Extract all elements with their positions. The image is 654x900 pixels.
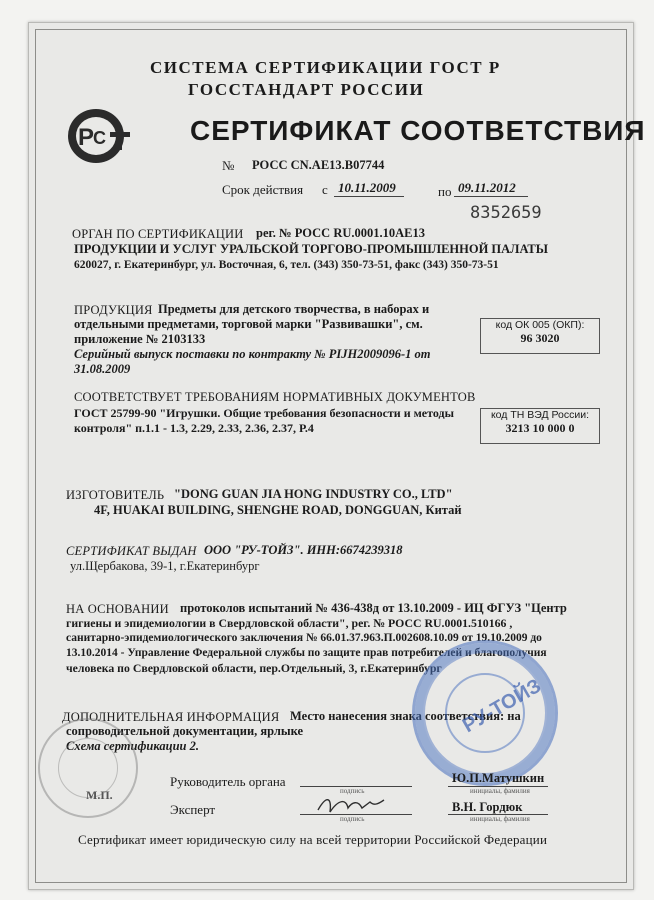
tnved-code-label: код ТН ВЭД России:	[490, 409, 590, 421]
additional-line-2: сопроводительной документации, ярлыке	[66, 724, 304, 738]
tnved-code-box	[480, 408, 600, 444]
conformity-line-1: ГОСТ 25799-90 "Игрушки. Общие требования безопасности и методы	[74, 406, 454, 420]
cert-number: РОСС CN.AE13.B07744	[252, 158, 385, 172]
issued-label: СЕРТИФИКАТ ВЫДАН	[66, 544, 197, 558]
svg-text:P: P	[78, 124, 95, 151]
additional-line-1: Место нанесения знака соответствия: на	[290, 709, 521, 723]
okp-code-value: 96 3020	[520, 331, 560, 345]
head-sign-caption: подпись	[340, 787, 365, 795]
conformity-label: СООТВЕТСТВУЕТ ТРЕБОВАНИЯМ НОРМАТИВНЫХ ДОКУМЕНТОВ	[74, 390, 476, 404]
cert-number-label: №	[222, 158, 235, 173]
product-label: ПРОДУКЦИЯ	[74, 303, 153, 317]
organ-stamp-text: РУ-ТОЙЗ	[459, 674, 545, 738]
head-label: Руководитель органа	[170, 774, 286, 789]
organ-name: ПРОДУКЦИИ И УСЛУГ УРАЛЬСКОЙ ТОРГОВО-ПРОМЫШЛЕННОЙ ПАЛАТЫ	[74, 242, 549, 256]
product-line-3: приложение № 2103133	[74, 332, 206, 346]
basis-line-4: 13.10.2014 - Управление Федеральной службы по защите прав потребителей и благополучия	[66, 647, 547, 659]
product-line-2: отдельными предметами, торговой марки "Развивашки", см.	[74, 317, 423, 331]
head-name: Ю.П.Матушкин	[452, 771, 545, 785]
rst-logo-icon	[66, 106, 132, 166]
product-line-5: 31.08.2009	[74, 362, 131, 376]
issued-address: ул.Щербакова, 39-1, г.Екатеринбург	[70, 559, 260, 573]
basis-line-5: человека по Свердловской области, пер.Отдельный, 3, г.Екатеринбург	[66, 661, 442, 675]
organ-stamp	[412, 640, 558, 786]
head-initials-caption: инициалы, фамилия	[470, 787, 530, 795]
basis-label: НА ОСНОВАНИИ	[66, 602, 169, 616]
basis-line-3: санитарно-эпидемиологического заключения № 66.01.37.963.П.002608.10.09 от 19.10.2009 до	[66, 632, 542, 644]
expert-label: Эксперт	[170, 802, 216, 817]
product-line-1: Предметы для детского творчества, в наборах и	[158, 302, 430, 316]
from-label: с	[322, 182, 328, 197]
serial-number: 8352659	[470, 203, 542, 223]
manufacturer-name: "DONG GUAN JIA HONG INDUSTRY CO., LTD"	[174, 487, 453, 501]
organ-address: 620027, г. Екатеринбург, ул. Восточная, 6, тел. (343) 350-73-51, факс (343) 350-73-51	[74, 259, 499, 271]
organ-reg: рег. № РОСС RU.0001.10AE13	[256, 226, 425, 240]
tnved-code-value: 3213 10 000 0	[505, 421, 575, 435]
expert-sign-caption: подпись	[340, 815, 365, 823]
expert-initials-caption: инициалы, фамилия	[470, 815, 530, 823]
organ-label: ОРГАН ПО СЕРТИФИКАЦИИ	[72, 227, 244, 241]
issued-name: ООО "РУ-ТОЙЗ". ИНН:6674239318	[204, 543, 403, 557]
additional-line-3: Схема сертификации 2.	[66, 739, 199, 753]
certificate-title: СЕРТИФИКАТ СООТВЕТСТВИЯ	[190, 115, 646, 146]
additional-label: ДОПОЛНИТЕЛЬНАЯ ИНФОРМАЦИЯ	[62, 710, 280, 724]
validity-label: Срок действия	[222, 182, 304, 197]
manufacturer-address: 4F, HUAKAI BUILDING, SHENGHE ROAD, DONGGUAN, Китай	[94, 503, 462, 517]
to-date: 09.11.2012	[458, 180, 516, 195]
manufacturer-label: ИЗГОТОВИТЕЛЬ	[66, 488, 165, 502]
okp-code-box	[480, 318, 600, 354]
mp-label: М.П.	[86, 788, 113, 802]
header-line-1: СИСТЕМА СЕРТИФИКАЦИИ ГОСТ Р	[150, 58, 501, 77]
header-line-2: ГОССТАНДАРТ РОССИИ	[188, 80, 425, 99]
expert-name: В.Н. Гордюк	[452, 800, 523, 814]
footer-text: Сертификат имеет юридическую силу на всей территории Российской Федерации	[78, 832, 548, 847]
conformity-line-2: контроля" п.1.1 - 1.3, 2.29, 2.33, 2.36, 2.37, Р.4	[74, 421, 314, 435]
product-line-4: Серийный выпуск поставки по контракту № PIJH2009096-1 от	[74, 347, 431, 361]
okp-code-label: код ОК 005 (ОКП):	[495, 319, 585, 331]
svg-text:C: C	[93, 128, 106, 148]
to-label: по	[438, 184, 452, 199]
basis-line-1: протоколов испытаний № 436-438д от 13.10.2009 - ИЦ ФГУЗ "Центр	[180, 601, 567, 615]
from-date: 10.11.2009	[338, 180, 396, 195]
basis-line-2: гигиены и эпидемиологии в Свердловской области", рег. № РОСС RU.0001.510166 ,	[66, 616, 513, 630]
seal-stamp	[38, 718, 138, 818]
